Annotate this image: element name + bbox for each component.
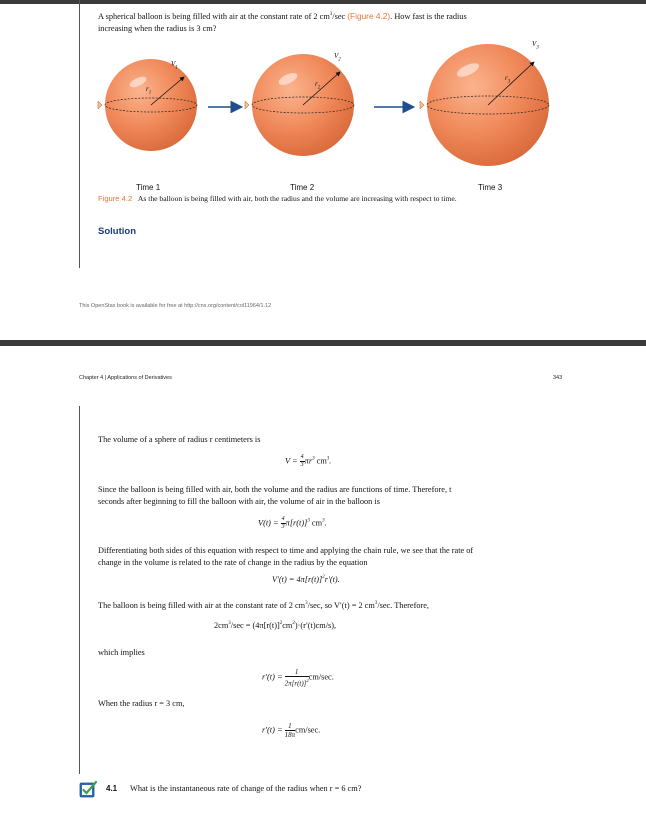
paragraph-when-radius: When the radius r = 3 cm, xyxy=(98,699,185,708)
checkpoint-question: What is the instantaneous rate of change of the radius when r = 6 cm? xyxy=(130,784,362,793)
balloon-time-2 xyxy=(245,54,354,156)
balloon-figure xyxy=(0,0,646,200)
balloon-time-1 xyxy=(98,59,197,151)
figure-link[interactable]: (Figure 4.2) xyxy=(347,10,391,21)
equation-radius-rate: r′(t) = $\frac{1}{2\pi[r(t)]^2}$ cm/sec. xyxy=(262,668,334,688)
problem-statement: A spherical balloon is being filled with air at the constant rate of 2 $cm^3/\sec$ (Figure 4.2). How fast is the radius increasing when the radius is 3 cm? xyxy=(98,10,467,33)
equation-sphere-volume: V = $\frac{4}{3}$ $\pi r^3$ $cm^3$. xyxy=(285,454,332,468)
page-1 xyxy=(0,0,646,340)
equation-final-answer: r′(t) = $\frac{1}{18\pi}$ cm/sec. xyxy=(262,722,321,739)
paragraph-functions-of-time: Since the balloon is being filled with air, both the volume and the radius are functions of time. Therefore, t seconds after beginning to fill the balloon with air, the volume of air in the balloon is xyxy=(98,485,452,506)
radius-label-3: $r_3$ xyxy=(505,74,511,85)
running-header: Chapter 4 | Applications of Derivatives xyxy=(79,375,172,381)
balloon-time-3 xyxy=(420,44,549,166)
equation-volume-of-time: V(t) = $\frac{4}{3}$ $\pi[r(t)]^3$ $cm^3$. xyxy=(258,516,327,530)
volume-label-2: $V_2$ xyxy=(334,52,341,63)
volume-label-3: $V_3$ xyxy=(532,40,539,51)
caption-label: Figure 4.2 xyxy=(98,194,133,203)
volume-label-1: $V_1$ xyxy=(171,60,178,71)
checkpoint-icon xyxy=(79,780,98,799)
equation-derivative: $V'(t) = 4\pi[r(t)]^2r'(t)$. xyxy=(272,575,340,584)
time-label-2: Time 2 xyxy=(290,183,315,192)
equation-substitution: $2cm^3/\sec = (4\pi[r(t)]^2cm^2)\cdot(r'(t)cm/s)$, xyxy=(214,621,337,630)
page-footer: This OpenStax book is available for free at http://cnx.org/content/col11964/1.12 xyxy=(79,303,272,309)
radius-label-1: $r_1$ xyxy=(146,85,152,96)
paragraph-volume-intro: The volume of a sphere of radius r centimeters is xyxy=(98,435,261,444)
page-number: 343 xyxy=(553,375,563,381)
paragraph-constant-rate: The balloon is being filled with air at the constant rate of 2 $cm^3/\sec$, so V′(t) = 2 $cm^3/\sec$. Therefore, xyxy=(98,600,430,610)
paragraph-chain-rule: Differentiating both sides of this equation with respect to time and applying the chain rule, we see that the rate of change in the volume is related to the rate of change in the radius by the equation xyxy=(98,546,474,567)
paragraph-which-implies: which implies xyxy=(98,648,145,657)
checkpoint-number: 4.1 xyxy=(106,784,118,793)
page-2 xyxy=(0,346,646,832)
solution-heading: Solution xyxy=(98,226,136,237)
time-label-1: Time 1 xyxy=(136,183,161,192)
time-label-3: Time 3 xyxy=(478,183,503,192)
figure-caption: Figure 4.2 As the balloon is being filled with air, both the radius and the volume are increasing with respect to time. xyxy=(98,194,457,203)
margin-rule xyxy=(79,406,80,774)
radius-label-2: $r_2$ xyxy=(315,80,321,91)
